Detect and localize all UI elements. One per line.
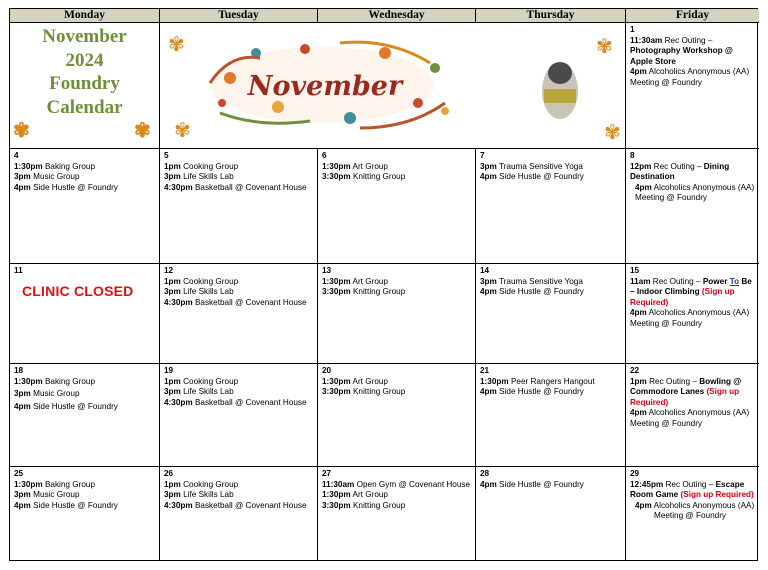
- header-thursday: Thursday: [476, 9, 626, 23]
- maple-leaf-icon: ✾: [13, 120, 30, 142]
- title-line: November: [42, 26, 127, 47]
- event: 4:30pm Basketball @ Covenant House: [164, 500, 307, 510]
- day-cell-28: [476, 467, 626, 560]
- event: 4pm Side Hustle @ Foundry: [480, 287, 584, 297]
- november-banner: [160, 23, 626, 149]
- event-continued: Meeting @ Foundry: [654, 511, 727, 521]
- day-number: 13: [322, 266, 332, 275]
- day-cell-13: [318, 264, 476, 364]
- day-cell-1: [626, 23, 759, 149]
- event: 1:30pm Art Group: [322, 276, 388, 286]
- title-line: Foundry: [49, 73, 120, 94]
- header-wednesday: Wednesday: [318, 9, 476, 23]
- event: 4pm Side Hustle @ Foundry: [14, 182, 118, 192]
- event: 1:30pm Baking Group: [14, 479, 96, 489]
- day-cell-29: [626, 467, 759, 560]
- day-cell-15: [626, 264, 759, 364]
- event: 4pm Side Hustle @ Foundry: [480, 387, 584, 397]
- event: 1:30pm Baking Group: [14, 161, 96, 171]
- event: 4pm Alcoholics Anonymous (AA): [635, 500, 755, 510]
- day-cell-26: [160, 467, 318, 560]
- day-cell-22: [626, 364, 759, 467]
- event: 12:45pm Rec Outing – Escape Room Game (Sign up Required): [630, 479, 754, 500]
- event: 12pm Rec Outing – Dining Destination: [630, 161, 730, 182]
- event: 3pm Life Skills Lab: [164, 287, 234, 297]
- maple-leaf-icon: ✾: [168, 34, 185, 56]
- event: 4pm Side Hustle @ Foundry: [480, 479, 584, 489]
- event: 3pm Music Group: [14, 490, 80, 500]
- day-number: 26: [164, 469, 174, 478]
- event: 1:30pm Peer Rangers Hangout: [480, 376, 595, 386]
- event: 4pm Alcoholics Anonymous (AA) Meeting @ Foundry: [630, 308, 750, 328]
- day-number: 21: [480, 366, 490, 375]
- event: 4pm Side Hustle @ Foundry: [480, 172, 584, 182]
- day-number: 4: [14, 151, 19, 160]
- day-cell-4: [10, 149, 160, 264]
- event: 3pm Life Skills Lab: [164, 172, 234, 182]
- day-cell-7: [476, 149, 626, 264]
- event: 3:30pm Knitting Group: [322, 500, 406, 510]
- day-cell-27: [318, 467, 476, 560]
- day-cell-21: [476, 364, 626, 467]
- header-monday: Monday: [10, 9, 160, 23]
- day-cell-18: [10, 364, 160, 467]
- day-number: 5: [164, 151, 169, 160]
- day-cell-20: [318, 364, 476, 467]
- day-number: 11: [14, 266, 23, 275]
- calendar: [9, 8, 758, 561]
- event: 1:30pm Art Group: [322, 376, 388, 386]
- title-line: Calendar: [46, 96, 123, 118]
- event: 3pm Life Skills Lab: [164, 387, 234, 397]
- day-cell-14: [476, 264, 626, 364]
- event: 4:30pm Basketball @ Covenant House: [164, 397, 307, 407]
- day-number: 25: [14, 469, 24, 478]
- day-number: 14: [480, 266, 490, 275]
- event: 3pm Life Skills Lab: [164, 490, 234, 500]
- header-friday: Friday: [626, 9, 759, 23]
- day-cell-6: [318, 149, 476, 264]
- event: 3pm Music Group: [14, 389, 80, 399]
- day-cell-5: [160, 149, 318, 264]
- event: 1pm Cooking Group: [164, 479, 239, 489]
- event: 3:30pm Knitting Group: [322, 387, 406, 397]
- day-number: 8: [630, 151, 635, 160]
- day-cell-8: [626, 149, 759, 264]
- day-number: 19: [164, 366, 174, 375]
- day-number: 28: [480, 469, 490, 478]
- day-number: 7: [480, 151, 485, 160]
- event: 4pm Side Hustle @ Foundry: [14, 401, 118, 411]
- event: 3pm Trauma Sensitive Yoga: [480, 276, 583, 286]
- maple-leaf-icon: ✾: [134, 120, 151, 142]
- event: 1:30pm Art Group: [322, 161, 388, 171]
- day-cell-11: [10, 264, 160, 364]
- day-number: 20: [322, 366, 332, 375]
- event: 1pm Cooking Group: [164, 276, 239, 286]
- event: 1pm Rec Outing – Bowling @ Commodore Lanes (Sign up Required): [630, 376, 742, 407]
- event: 4pm Alcoholics Anonymous (AA) Meeting @ Foundry: [635, 182, 755, 203]
- day-number: 1: [630, 25, 635, 34]
- maple-leaf-icon: ✾: [604, 122, 621, 144]
- day-number: 18: [14, 366, 24, 375]
- day-cell-25: [10, 467, 160, 560]
- event: 11:30am Rec Outing – Photography Workshop @ Apple Store: [630, 35, 733, 66]
- day-number: 29: [630, 469, 640, 478]
- event: 3:30pm Knitting Group: [322, 287, 406, 297]
- day-number: 12: [164, 266, 174, 275]
- event: 11am Rec Outing – Power To Be – Indoor Climbing (Sign up Required): [630, 276, 752, 307]
- event: 4:30pm Basketball @ Covenant House: [164, 182, 307, 192]
- event: 3:30pm Knitting Group: [322, 172, 406, 182]
- day-cell-12: [160, 264, 318, 364]
- event: 4pm Side Hustle @ Foundry: [14, 500, 118, 510]
- clinic-closed-notice: CLINIC CLOSED: [22, 282, 134, 299]
- event: 3pm Music Group: [14, 172, 80, 182]
- event: 4:30pm Basketball @ Covenant House: [164, 297, 307, 307]
- header-tuesday: Tuesday: [160, 9, 318, 23]
- calendar-title: [10, 23, 160, 149]
- day-number: 6: [322, 151, 327, 160]
- maple-leaf-icon: ✾: [174, 120, 191, 142]
- title-line: 2024: [65, 49, 104, 71]
- event: 4pm Alcoholics Anonymous (AA) Meeting @ Foundry: [630, 67, 750, 87]
- maple-leaf-icon: ✾: [596, 36, 613, 58]
- day-cell-19: [160, 364, 318, 467]
- event: 11:30am Open Gym @ Covenant House: [322, 479, 471, 489]
- event: 1:30pm Baking Group: [14, 376, 96, 386]
- banner-word: November: [247, 71, 403, 102]
- event: 4pm Alcoholics Anonymous (AA) Meeting @ Foundry: [630, 408, 750, 428]
- day-number: 27: [322, 469, 332, 478]
- day-number: 22: [630, 366, 640, 375]
- event: 1:30pm Art Group: [322, 490, 388, 500]
- event: 1pm Cooking Group: [164, 376, 239, 386]
- event: 3pm Trauma Sensitive Yoga: [480, 161, 583, 171]
- day-number: 15: [630, 266, 640, 275]
- event: 1pm Cooking Group: [164, 161, 239, 171]
